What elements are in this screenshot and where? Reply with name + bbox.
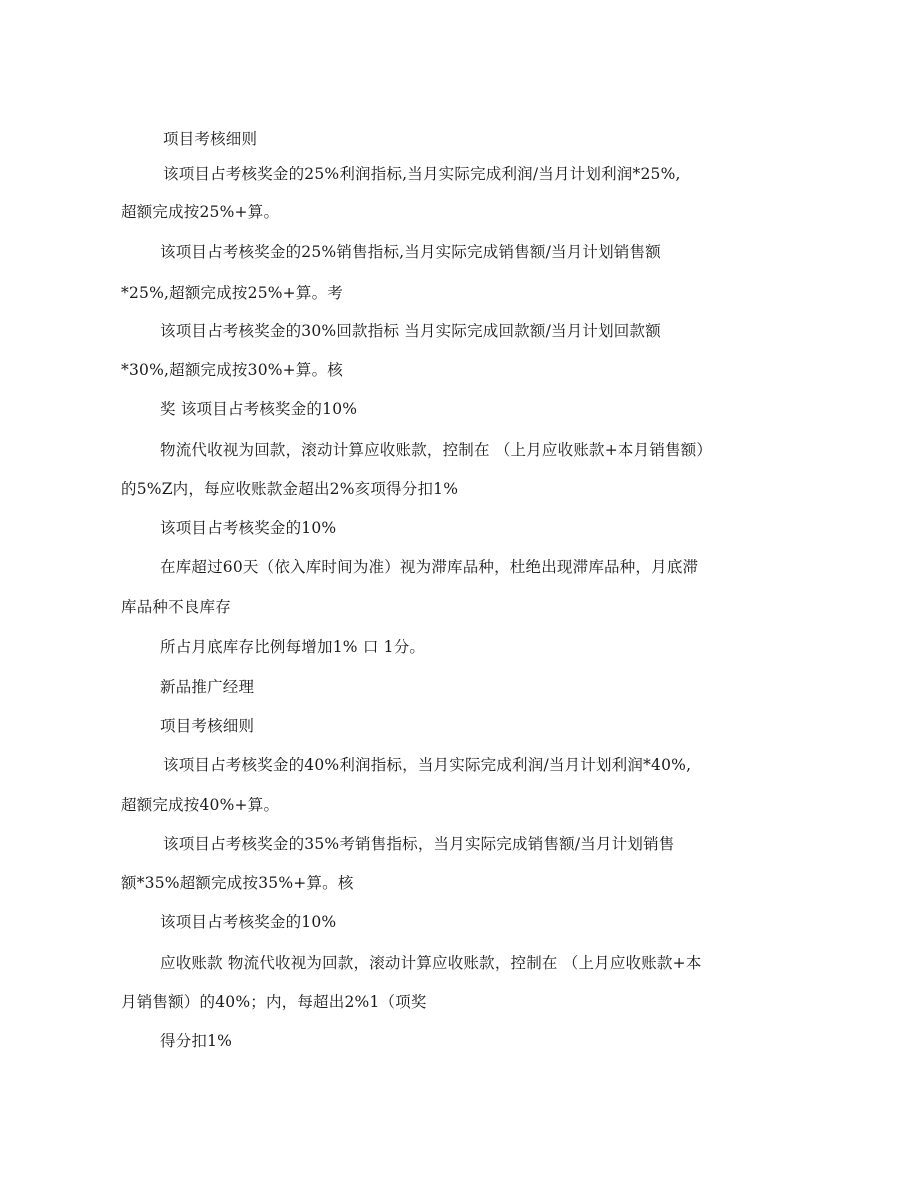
text-line: 在库超过60天（依入库时间为准）视为滞库品种，杜绝出现滞库品种，月底滞 xyxy=(160,558,699,576)
text-line: 应收账款 物流代收视为回款，滚动计算应收账款，控制在 （上月应收账款+本 xyxy=(160,954,702,972)
text-line: 超额完成按40%+算。 xyxy=(121,796,280,814)
text-line: 超额完成按25%+算。 xyxy=(121,203,280,221)
text-line: 的5%Z内，每应收账款金超出2%亥项得分扣1% xyxy=(121,480,459,498)
text-line: *25%,超额完成按25%+算。考 xyxy=(121,284,343,302)
text-line: 物流代收视为回款，滚动计算应收账款，控制在 （上月应收账款+本月销售额） xyxy=(160,441,713,459)
text-line: 库品种不良库存 xyxy=(121,598,231,616)
text-line: 该项目占考核奖金的10% xyxy=(160,519,337,537)
text-line: 该项目占考核奖金的35%考销售指标，当月实际完成销售额/当月计划销售 xyxy=(163,835,675,853)
text-line: 该项目占考核奖金的30%回款指标 当月实际完成回款额/当月计划回款额 xyxy=(160,322,661,340)
section-heading: 项目考核细则 xyxy=(163,130,258,148)
text-line: *30%,超额完成按30%+算。核 xyxy=(121,361,343,379)
text-line: 月销售额）的40%；内，每超出2%1（项奖 xyxy=(121,993,427,1011)
text-line: 该项目占考核奖金的25%利润指标,当月实际完成利润/当月计划利润*25%, xyxy=(163,165,681,183)
text-line: 该项目占考核奖金的10% xyxy=(160,913,337,931)
section-heading: 项目考核细则 xyxy=(160,717,255,735)
section-heading: 新品推广经理 xyxy=(160,678,255,696)
text-line: 所占月底库存比例每增加1% 口 1分。 xyxy=(160,638,426,656)
text-line: 奖 该项目占考核奖金的10% xyxy=(160,400,358,418)
text-line: 该项目占考核奖金的25%销售指标,当月实际完成销售额/当月计划销售额 xyxy=(160,243,661,261)
text-line: 得分扣1% xyxy=(160,1032,233,1050)
text-line: 额*35%超额完成按35%+算。核 xyxy=(121,874,354,892)
text-line: 该项目占考核奖金的40%利润指标，当月实际完成利润/当月计划利润*40%, xyxy=(163,756,692,774)
